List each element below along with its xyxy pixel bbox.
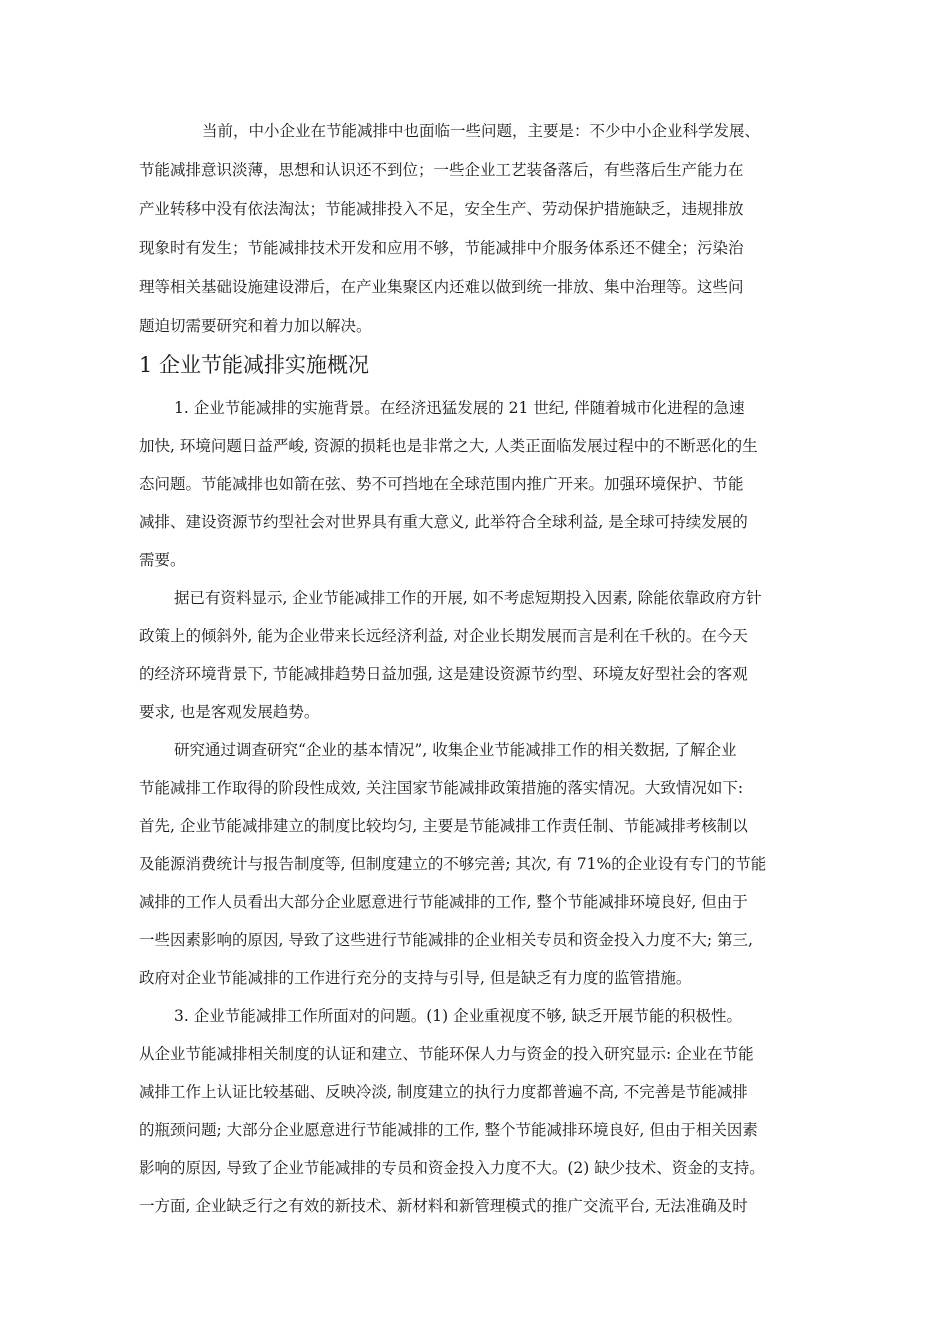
body-line: 影响的原因, 导致了企业节能减排的专员和资金投入力度不大。(2) 缺少技术、资金的支持。 — [139, 1159, 765, 1177]
intro-line: 现象时有发生；节能减排技术开发和应用不够，节能减排中介服务体系还不健全；污染治 — [139, 239, 744, 257]
intro-line: 题迫切需要研究和着力加以解决。 — [139, 317, 372, 335]
body-line: 政策上的倾斜外, 能为企业带来长远经济利益, 对企业长期发展而言是利在千秋的。在今天 — [139, 627, 748, 645]
section-heading: 1 企业节能减排实施概况 — [139, 353, 370, 377]
body-line: 据已有资料显示, 企业节能减排工作的开展, 如不考虑短期投入因素, 除能依靠政府方针 — [174, 589, 762, 607]
body-line: 1. 企业节能减排的实施背景。在经济迅猛发展的 21 世纪, 伴随着城市化进程的急速 — [174, 399, 745, 417]
body-line: 减排的工作人员看出大部分企业愿意进行节能减排的工作, 整个节能减排环境良好, 但由于 — [139, 893, 748, 911]
body-line: 及能源消费统计与报告制度等, 但制度建立的不够完善; 其次, 有 71%的企业设有专门的节能 — [139, 855, 767, 873]
body-line: 需要。 — [139, 551, 186, 569]
body-line: 减排、建设资源节约型社会对世界具有重大意义, 此举符合全球利益, 是全球可持续发展的 — [139, 513, 748, 531]
body-line: 首先, 企业节能减排建立的制度比较均匀, 主要是节能减排工作责任制、节能减排考核制以 — [139, 817, 748, 835]
body-line: 政府对企业节能减排的工作进行充分的支持与引导, 但是缺乏有力度的监管措施。 — [139, 969, 692, 987]
body-line: 3. 企业节能减排工作所面对的问题。(1) 企业重视度不够, 缺乏开展节能的积极性。 — [174, 1007, 742, 1025]
body-line: 一方面, 企业缺乏行之有效的新技术、新材料和新管理模式的推广交流平台, 无法准确及时 — [139, 1197, 748, 1215]
body-line: 要求, 也是客观发展趋势。 — [139, 703, 320, 721]
body-line: 态问题。节能减排也如箭在弦、势不可挡地在全球范围内推广开来。加强环境保护、节能 — [139, 475, 744, 493]
intro-line: 理等相关基础设施建设滞后，在产业集聚区内还难以做到统一排放、集中治理等。这些问 — [139, 278, 744, 296]
intro-line: 产业转移中没有依法淘汰；节能减排投入不足，安全生产、劳动保护措施缺乏，违规排放 — [139, 200, 744, 218]
body-line: 的经济环境背景下, 节能减排趋势日益加强, 这是建设资源节约型、环境友好型社会的客观 — [139, 665, 748, 683]
body-line: 加快, 环境问题日益严峻, 资源的损耗也是非常之大, 人类正面临发展过程中的不断恶化的生 — [139, 437, 758, 455]
intro-line: 当前，中小企业在节能减排中也面临一些问题，主要是：不少中小企业科学发展、 — [202, 122, 761, 140]
body-line: 的瓶颈问题; 大部分企业愿意进行节能减排的工作, 整个节能减排环境良好, 但由于相关因素 — [139, 1121, 758, 1139]
body-line: 节能减排工作取得的阶段性成效, 关注国家节能减排政策措施的落实情况。大致情况如下: — [139, 779, 744, 797]
body-line: 减排工作上认证比较基础、反映冷淡, 制度建立的执行力度都普遍不高, 不完善是节能减排 — [139, 1083, 748, 1101]
body-line: 一些因素影响的原因, 导致了这些进行节能减排的企业相关专员和资金投入力度不大; 第三, — [139, 931, 753, 949]
intro-line: 节能减排意识淡薄，思想和认识还不到位；一些企业工艺装备落后，有些落后生产能力在 — [139, 161, 744, 179]
body-line: 从企业节能减排相关制度的认证和建立、节能环保人力与资金的投入研究显示: 企业在节能 — [139, 1045, 754, 1063]
body-line: 研究通过调查研究“企业的基本情况”, 收集企业节能减排工作的相关数据, 了解企业 — [174, 741, 737, 759]
